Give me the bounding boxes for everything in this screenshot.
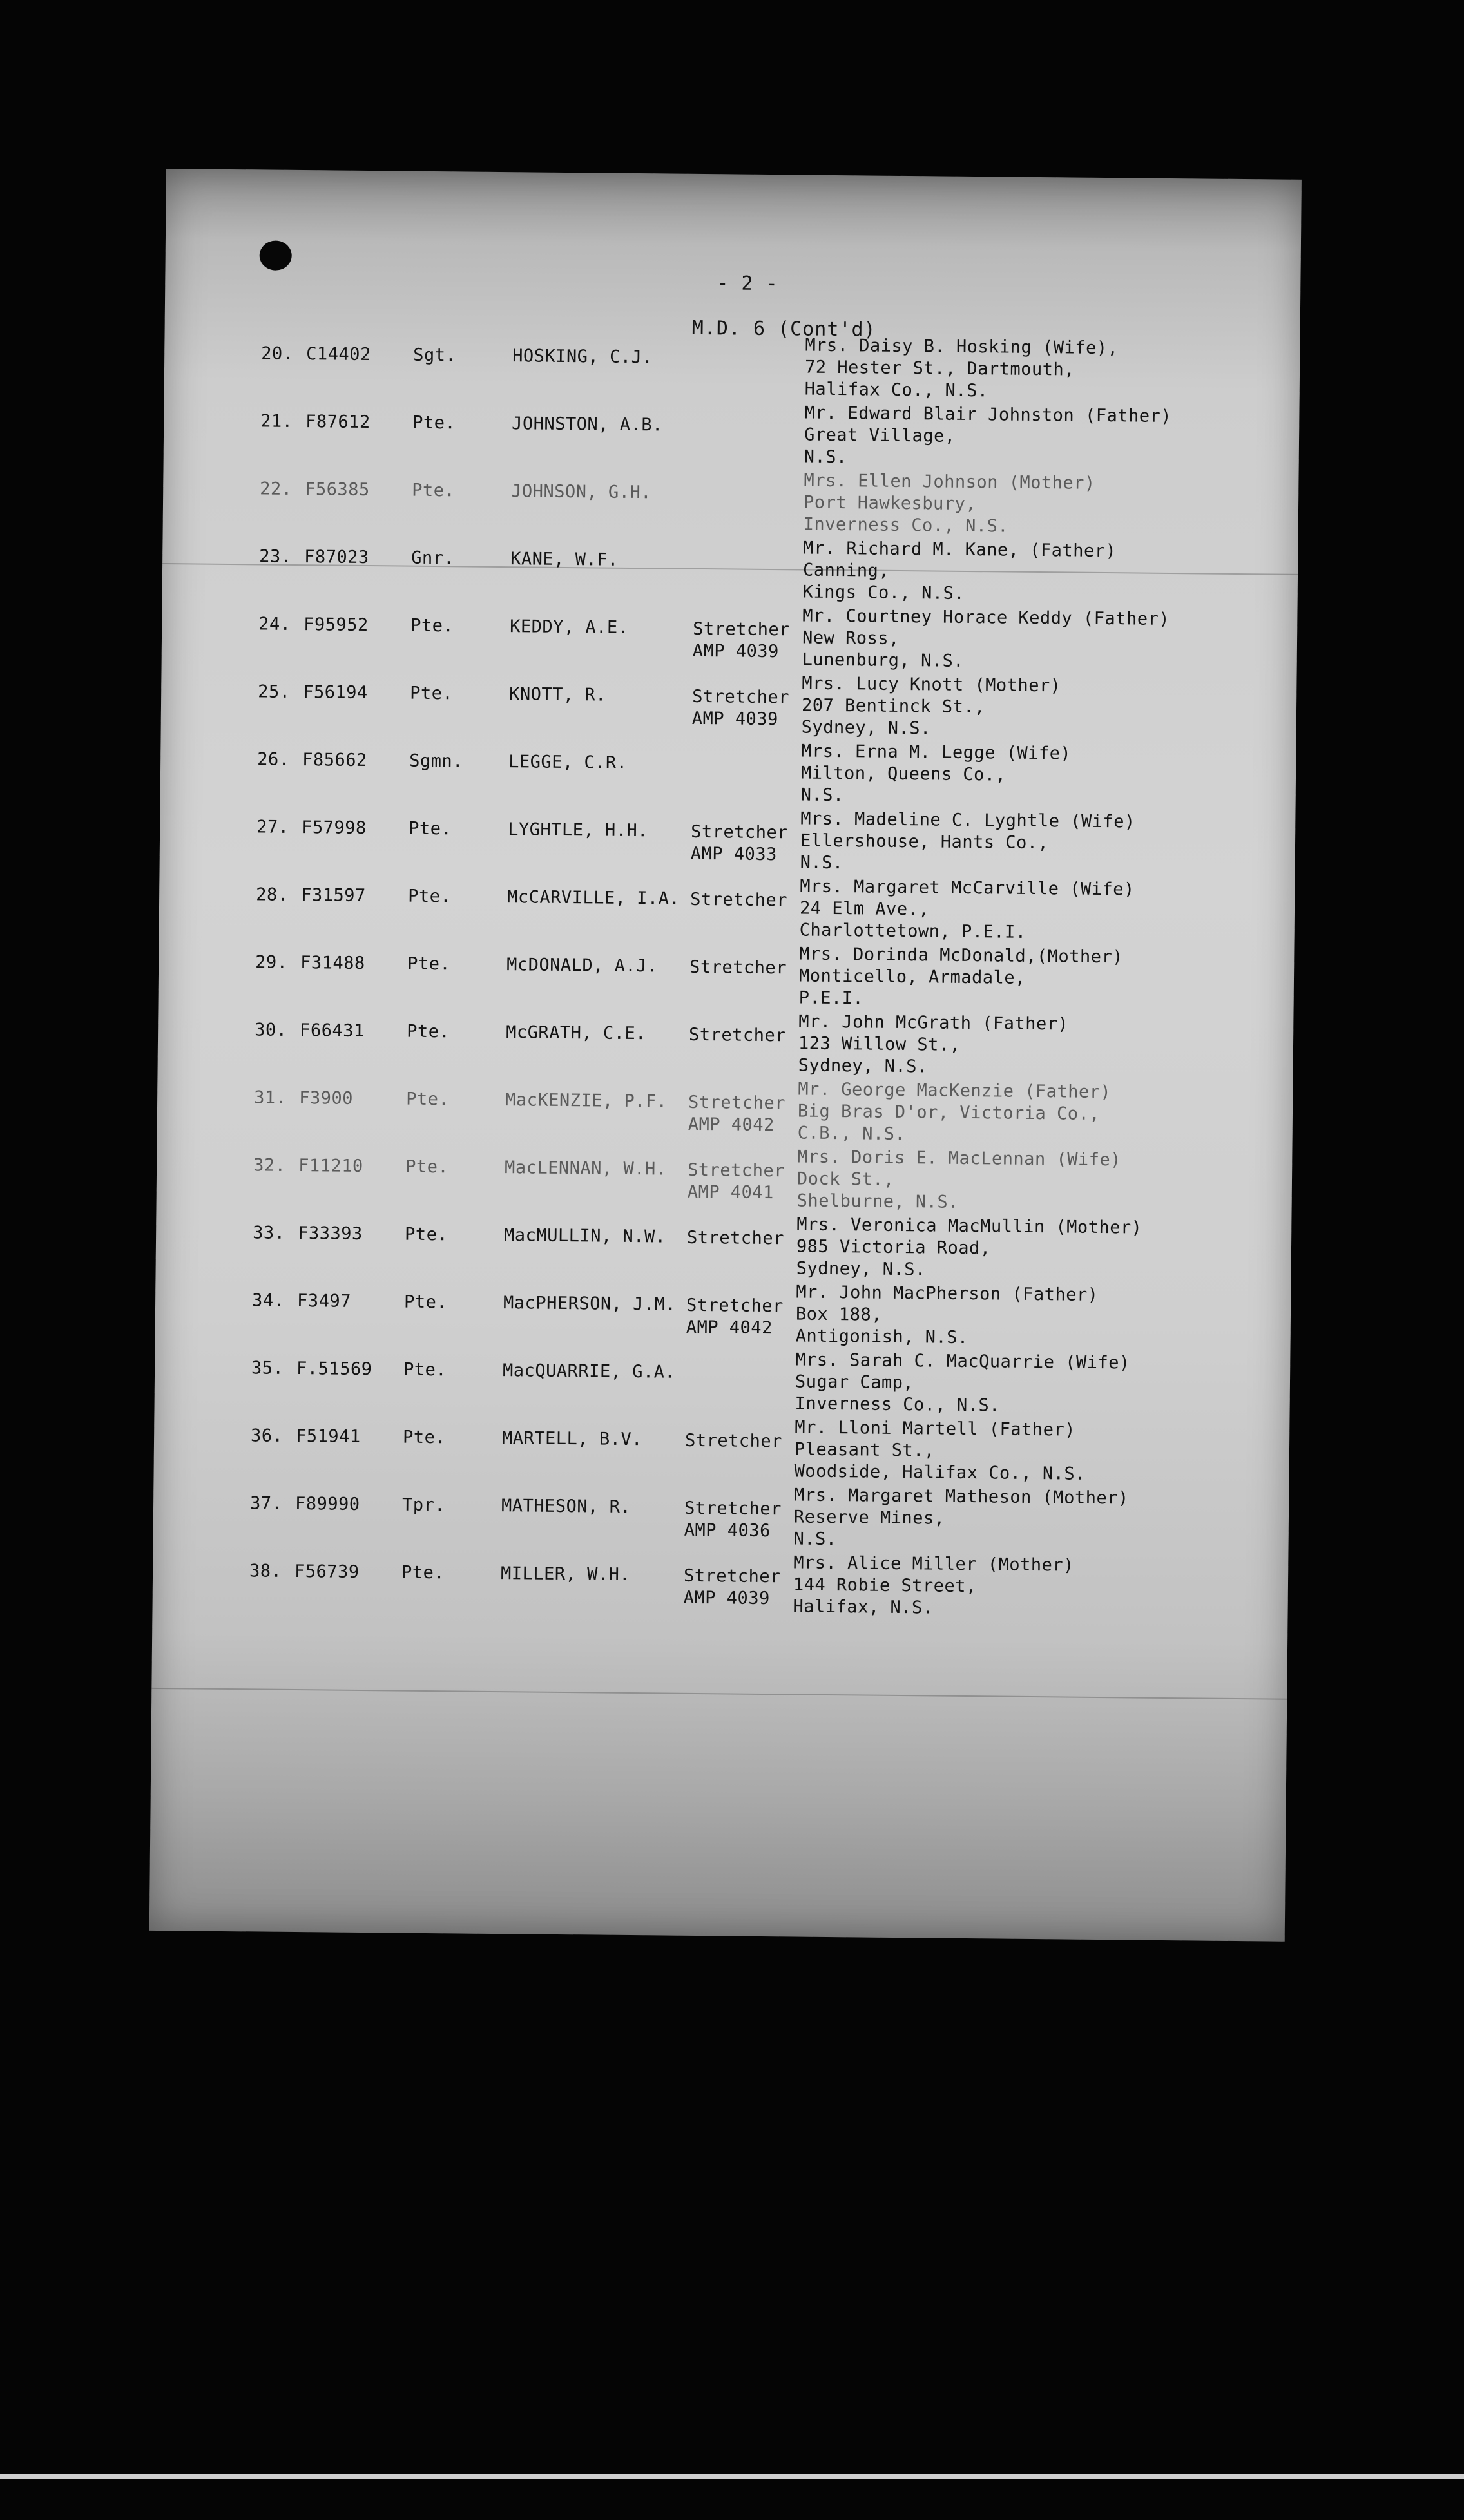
next-of-kin-address-line: Mrs. Erna M. Legge (Wife) — [801, 741, 1072, 764]
page-number: - 2 - — [717, 272, 778, 296]
rank: Pte. — [406, 1089, 450, 1110]
next-of-kin-address-line: Mr. Richard M. Kane, (Father) — [803, 538, 1117, 562]
transport-condition: Stretcher — [689, 889, 788, 911]
soldier-name: MacQUARRIE, G.A. — [502, 1360, 676, 1382]
regimental-number: F31488 — [300, 953, 365, 974]
soldier-name: LYGHTLE, H.H. — [508, 819, 649, 841]
service-number: 36. — [250, 1426, 284, 1446]
next-of-kin-address-line: Mrs. Daisy B. Hosking (Wife), — [805, 335, 1119, 359]
service-number: 27. — [256, 817, 289, 837]
next-of-kin-address-line: Halifax Co., N.S. — [804, 379, 988, 401]
amp-code: AMP 4039 — [691, 708, 779, 730]
rank: Pte. — [403, 1292, 448, 1313]
rank: Pte. — [412, 412, 456, 434]
next-of-kin-address-line: Mrs. Margaret McCarville (Wife) — [800, 876, 1135, 900]
soldier-name: McGRATH, C.E. — [506, 1022, 647, 1044]
next-of-kin-address-line: N.S. — [804, 446, 847, 468]
next-of-kin-address-line: 207 Bentinck St., — [801, 695, 986, 718]
next-of-kin-address-line: Mr. Courtney Horace Keddy (Father) — [802, 606, 1170, 629]
next-of-kin-address-line: Mrs. Madeline C. Lyghtle (Wife) — [800, 808, 1135, 832]
regimental-number: F87612 — [305, 412, 371, 433]
transport-condition: Stretcher — [683, 1565, 782, 1587]
next-of-kin-address-line: Mrs. Ellen Johnson (Mother) — [804, 470, 1095, 493]
rank: Pte. — [403, 1359, 447, 1380]
next-of-kin-address-line: Mr. John McGrath (Father) — [798, 1011, 1069, 1035]
rank: Pte. — [412, 480, 456, 501]
next-of-kin-address-line: Shelburne, N.S. — [796, 1190, 959, 1212]
regimental-number: F3497 — [296, 1291, 352, 1312]
next-of-kin-address-line: Sydney, N.S. — [798, 1055, 928, 1077]
rank: Pte. — [404, 1224, 448, 1245]
service-number: 38. — [249, 1561, 282, 1581]
next-of-kin-address-line: 985 Victoria Road, — [796, 1236, 991, 1259]
rank: Sgt. — [413, 345, 457, 366]
service-number: 31. — [254, 1087, 287, 1108]
next-of-kin-address-line: 123 Willow St., — [798, 1033, 961, 1055]
next-of-kin-address-line: Mrs. Sarah C. MacQuarrie (Wife) — [795, 1350, 1130, 1373]
regimental-number: F57998 — [302, 817, 367, 839]
regimental-number: F33393 — [297, 1223, 363, 1245]
service-number: 33. — [253, 1223, 285, 1243]
amp-code: AMP 4041 — [687, 1181, 774, 1203]
regimental-number: F31597 — [301, 885, 366, 906]
document-sheet — [149, 169, 1302, 1942]
amp-code: AMP 4042 — [686, 1317, 773, 1339]
next-of-kin-address-line: Halifax, N.S. — [793, 1596, 934, 1618]
next-of-kin-address-line: Milton, Queens Co., — [800, 763, 1006, 785]
rank: Tpr. — [401, 1494, 446, 1516]
list-item — [163, 403, 1299, 486]
amp-code: AMP 4036 — [684, 1520, 771, 1542]
next-of-kin-address-line: Mr. Lloni Martell (Father) — [795, 1417, 1076, 1440]
punch-hole — [259, 240, 291, 270]
next-of-kin-address-line: Kings Co., N.S. — [802, 582, 965, 604]
next-of-kin-address-line: Mrs. Veronica MacMullin (Mother) — [796, 1214, 1142, 1238]
next-of-kin-address-line: Monticello, Armadale, — [798, 966, 1026, 988]
soldier-name: McCARVILLE, I.A. — [507, 887, 680, 909]
rank: Sgmn. — [409, 750, 464, 772]
transport-condition: Stretcher — [693, 618, 791, 640]
next-of-kin-address-line: Mrs. Alice Miller (Mother) — [793, 1552, 1075, 1576]
service-number: 29. — [255, 952, 288, 973]
next-of-kin-address-line: Box 188, — [795, 1304, 883, 1325]
next-of-kin-address-line: Charlottetown, P.E.I. — [799, 920, 1026, 942]
next-of-kin-address-line: 24 Elm Ave., — [799, 898, 930, 920]
regimental-number: F56194 — [303, 682, 368, 703]
regimental-number: F11210 — [298, 1156, 363, 1177]
transport-condition: Stretcher — [689, 957, 787, 978]
transport-condition: Stretcher — [688, 1024, 787, 1046]
amp-code: AMP 4042 — [688, 1114, 775, 1136]
rank: Pte. — [401, 1562, 445, 1583]
next-of-kin-address-line: Sydney, N.S. — [801, 717, 931, 739]
transport-condition: Stretcher — [688, 1092, 786, 1114]
next-of-kin-address-line: C.B., N.S. — [797, 1123, 906, 1145]
next-of-kin-address-line: Inverness Co., N.S. — [795, 1393, 1001, 1416]
regimental-number: F85662 — [302, 750, 367, 771]
list-item — [152, 1552, 1288, 1636]
regimental-number: C14402 — [306, 344, 371, 365]
soldier-name: HOSKING, C.J. — [512, 346, 653, 368]
amp-code: AMP 4033 — [690, 843, 778, 865]
service-number: 21. — [260, 411, 293, 432]
next-of-kin-address-line: Mr. John MacPherson (Father) — [796, 1282, 1099, 1305]
soldier-name: MARTELL, B.V. — [501, 1428, 643, 1450]
soldier-name: MacMULLIN, N.W. — [503, 1225, 666, 1247]
next-of-kin-address-line: Sugar Camp, — [795, 1371, 914, 1393]
soldier-name: KANE, W.F. — [510, 549, 619, 570]
next-of-kin-address-line: N.S. — [800, 852, 843, 873]
regimental-number: F56385 — [305, 479, 370, 501]
next-of-kin-address-line: Mrs. Lucy Knott (Mother) — [802, 673, 1061, 696]
soldier-name: McDONALD, A.J. — [506, 955, 658, 977]
district-heading: M.D. 6 (Cont'd) — [691, 316, 876, 341]
next-of-kin-address-line: Reserve Mines, — [793, 1507, 945, 1529]
list-item — [158, 944, 1294, 1027]
rank: Pte. — [405, 1156, 449, 1178]
rank: Pte. — [409, 818, 452, 839]
service-number: 22. — [260, 479, 293, 499]
service-number: 25. — [258, 682, 291, 702]
regimental-number: F.51569 — [296, 1359, 372, 1380]
transport-condition: Stretcher — [692, 686, 790, 708]
next-of-kin-address-line: Inverness Co., N.S. — [803, 514, 1009, 537]
next-of-kin-address-line: Lunenburg, N.S. — [802, 649, 965, 671]
transport-condition: Stretcher — [684, 1498, 782, 1520]
rank: Pte. — [407, 1021, 450, 1042]
list-item — [161, 606, 1297, 689]
regimental-number: F95952 — [303, 615, 369, 636]
soldier-name: MATHESON, R. — [501, 1496, 631, 1518]
next-of-kin-address-line: Mrs. Doris E. MacLennan (Wife) — [797, 1147, 1122, 1170]
soldier-name: JOHNSON, G.H. — [511, 481, 652, 503]
next-of-kin-address-line: Ellershouse, Hants Co., — [800, 830, 1049, 854]
next-of-kin-address-line: Big Bras D'or, Victoria Co., — [797, 1101, 1101, 1124]
service-number: 23. — [259, 546, 292, 567]
service-number: 30. — [255, 1020, 287, 1040]
service-number: 32. — [253, 1155, 286, 1176]
next-of-kin-address-line: Pleasant St., — [794, 1439, 935, 1461]
next-of-kin-address-line: Sydney, N.S. — [796, 1258, 926, 1280]
next-of-kin-address-line: Woodside, Halifax Co., N.S. — [794, 1461, 1086, 1484]
next-of-kin-address-line: 72 Hester St., Dartmouth, — [804, 357, 1075, 380]
soldier-name: MacKENZIE, P.F. — [505, 1090, 668, 1112]
next-of-kin-address-line: N.S. — [793, 1529, 837, 1550]
transport-condition: Stretcher — [686, 1227, 785, 1249]
list-item — [157, 1011, 1293, 1094]
soldier-name: KNOTT, R. — [509, 684, 607, 705]
soldier-name: KEDDY, A.E. — [510, 616, 629, 638]
fold-line — [151, 1688, 1287, 1700]
list-item — [162, 470, 1298, 553]
soldier-name: MacLENNAN, W.H. — [504, 1158, 667, 1179]
transport-condition: Stretcher — [686, 1295, 784, 1317]
next-of-kin-address-line: N.S. — [800, 785, 844, 806]
next-of-kin-address-line: Mrs. Margaret Matheson (Mother) — [794, 1485, 1129, 1509]
service-number: 35. — [251, 1358, 284, 1379]
list-item — [154, 1350, 1290, 1433]
next-of-kin-address-line: Mrs. Dorinda McDonald,(Mother) — [799, 944, 1124, 968]
list-item — [157, 1079, 1293, 1162]
next-of-kin-address-line: Port Hawkesbury, — [803, 492, 977, 515]
soldier-name: LEGGE, C.R. — [508, 752, 628, 773]
regimental-number: F66431 — [300, 1020, 365, 1042]
rank: Pte. — [410, 683, 454, 704]
next-of-kin-address-line: P.E.I. — [798, 988, 864, 1009]
service-number: 24. — [258, 614, 291, 635]
transport-condition: Stretcher — [687, 1160, 785, 1181]
rank: Pte. — [408, 886, 452, 907]
amp-code: AMP 4039 — [692, 640, 780, 662]
soldier-name: MILLER, W.H. — [500, 1563, 631, 1585]
service-number: 28. — [256, 884, 289, 905]
next-of-kin-address-line: Mr. Edward Blair Johnston (Father) — [804, 403, 1172, 426]
transport-condition: Stretcher — [684, 1430, 783, 1452]
list-item — [159, 876, 1295, 959]
rank: Pte. — [402, 1427, 447, 1448]
list-item — [155, 1214, 1291, 1297]
next-of-kin-address-line: Antigonish, N.S. — [795, 1326, 968, 1348]
next-of-kin-address-line: Mr. George MacKenzie (Father) — [798, 1079, 1112, 1103]
next-of-kin-address-line: Canning, — [802, 560, 890, 581]
regimental-number: F87023 — [304, 547, 369, 568]
next-of-kin-address-line: Dock St., — [796, 1169, 894, 1190]
service-number: 34. — [251, 1290, 285, 1311]
service-number: 37. — [249, 1493, 283, 1514]
soldier-name: JOHNSTON, A.B. — [512, 414, 663, 435]
list-item — [153, 1485, 1289, 1568]
regimental-number: F51941 — [295, 1426, 361, 1447]
rank: Pte. — [410, 615, 454, 636]
regimental-number: F3900 — [299, 1088, 354, 1109]
list-item — [160, 673, 1296, 756]
next-of-kin-address-line: Great Village, — [804, 425, 956, 446]
service-number: 20. — [261, 343, 294, 364]
transport-condition: Stretcher — [691, 821, 789, 843]
rank: Pte. — [407, 953, 451, 975]
rank: Gnr. — [411, 548, 455, 569]
soldier-name: MacPHERSON, J.M. — [503, 1293, 677, 1315]
next-of-kin-address-line: New Ross, — [802, 627, 900, 649]
service-number: 26. — [257, 749, 290, 770]
amp-code: AMP 4039 — [683, 1587, 770, 1609]
regimental-number: F56739 — [294, 1561, 360, 1582]
regimental-number: F89990 — [294, 1494, 360, 1514]
next-of-kin-address-line: 144 Robie Street, — [793, 1574, 977, 1597]
scan-edge — [0, 2474, 1464, 2479]
